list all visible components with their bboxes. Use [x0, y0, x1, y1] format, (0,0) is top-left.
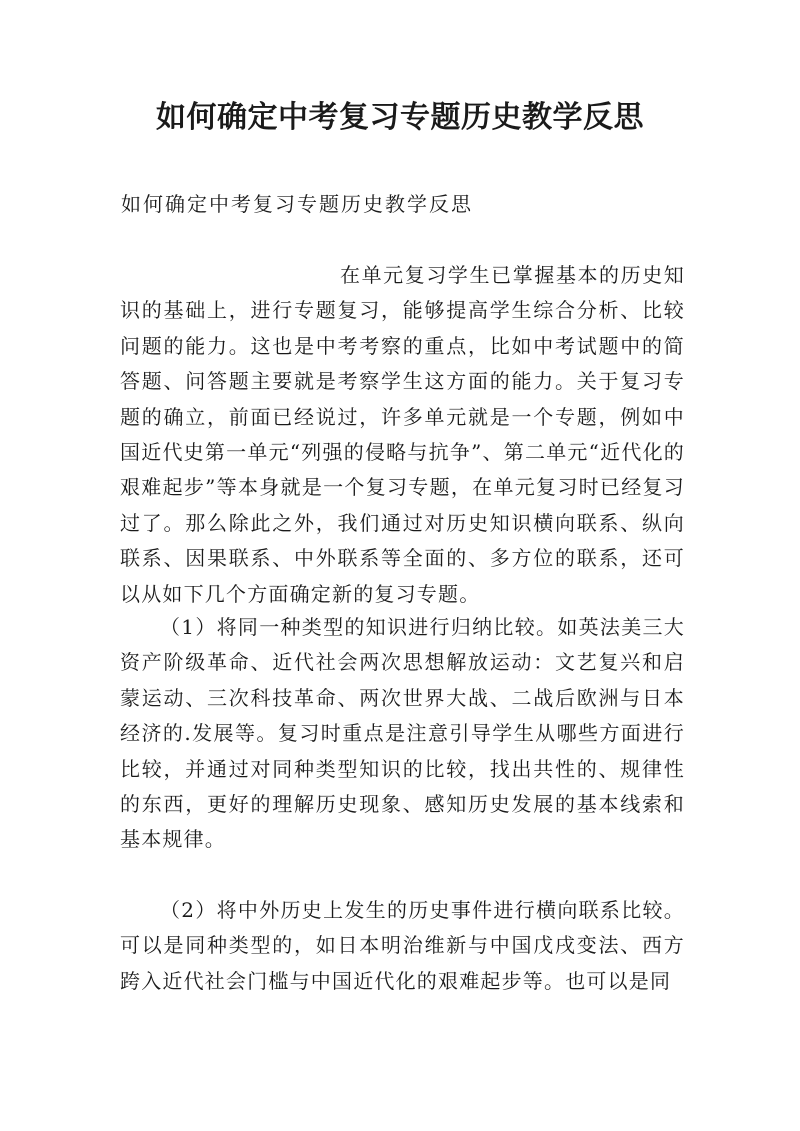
document-subtitle: 如何确定中考复习专题历史教学反思 — [121, 192, 473, 216]
paragraph-point-2: （2）将中外历史上发生的历史事件进行横向联系比较。可以是同种类型的，如日本明治维新与中国戊戌变法、西方跨入近代社会门槛与中国近代化的艰难起步等。也可以是同 — [120, 898, 685, 993]
document-title: 如何确定中考复习专题历史教学反思 — [156, 100, 644, 135]
paragraph-intro: 在单元复习学生已掌握基本的历史知识的基础上，进行专题复习，能够提高学生综合分析、比较问题的能力。这也是中考考察的重点，比如中考试题中的简答题、问答题主要就是考察学生这方面的能力。关于复习专题的确立，前面已经说过，许多单元就是一个专题，例如中国近代史第一单元“列强的侵略与抗争”、第二单元“近代化的艰难起步”等本身就是一个复习专题，在单元复习时已经复习过了。那么除此之外，我们通过对历史知识横向联系、纵向联系、因果联系、中外联系等全面的、多方位的联系，还可以从如下几个方面确定新的复习专题。 — [120, 263, 685, 606]
paragraph-point-1: （1）将同一种类型的知识进行归纳比较。如英法美三大资产阶级革命、近代社会两次思想解放运动：文艺复兴和启蒙运动、三次科技革命、两次世界大战、二战后欧洲与日本经济的.发展等。复习时重点是注意引导学生从哪些方面进行比较，并通过对同种类型知识的比较，找出共性的、规律性的东西，更好的理解历史现象、感知历史发展的基本线索和基本规律。 — [120, 615, 685, 852]
